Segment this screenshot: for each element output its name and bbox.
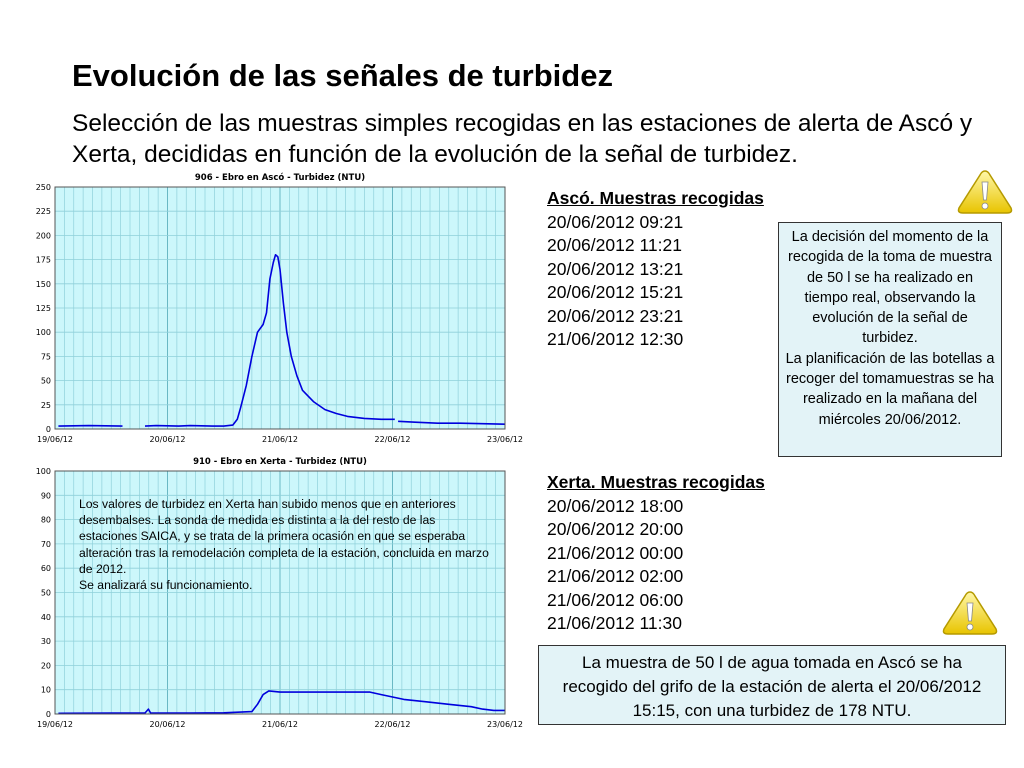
y-tick-label: 150 [35, 279, 51, 289]
y-tick-label: 225 [35, 207, 51, 217]
y-tick-label: 25 [40, 400, 51, 410]
y-tick-label: 20 [40, 661, 51, 671]
y-tick-label: 10 [40, 685, 51, 695]
y-tick-label: 175 [35, 255, 51, 265]
asco-samples-list [547, 187, 764, 352]
xerta-sample-item: 21/06/2012 00:00 [547, 542, 684, 563]
y-tick-label: 80 [40, 515, 51, 525]
x-tick-label: 19/06/12 [37, 435, 73, 444]
x-tick-label: 22/06/12 [374, 435, 411, 444]
x-tick-label: 22/06/12 [374, 720, 411, 729]
xerta-overlay-text: Los valores de turbidez en Xerta han subido menos que en anteriores desembalses. La sonda de medida es distinta a la del resto de las estaciones SAICA, y se trata de la primera ocasión en que se esperaba alteración tras la remodelación completa de la estación, concluida en marzo de 2012. [79, 497, 489, 576]
y-tick-label: 30 [40, 637, 51, 647]
asco-turbidity-chart [33, 168, 538, 446]
asco-sample-item: 20/06/2012 23:21 [547, 305, 684, 326]
xerta-overlay-followup: Se analizará su funcionamiento. [79, 578, 253, 593]
y-tick-label: 70 [40, 539, 51, 549]
x-tick-label: 21/06/12 [262, 720, 298, 729]
decision-note-text: La decisión del momento de la recogida de la toma de muestra de 50 l se ha realizado en tiempo real, observando la evolución de la señal de turbidez. [788, 229, 992, 347]
warning-icon [940, 589, 1000, 637]
y-tick-label: 250 [35, 183, 51, 192]
slide-subtitle: Selección de las muestras simples recogidas en las estaciones de alerta de Ascó y Xerta, decididas en función de la evolución de la señal de turbidez. [72, 110, 973, 168]
x-tick-label: 23/06/12 [487, 720, 523, 729]
y-tick-label: 125 [35, 304, 51, 313]
xerta-samples-heading: Xerta. Muestras recogidas [547, 472, 765, 492]
asco-sample-item: 20/06/2012 09:21 [547, 211, 684, 232]
xerta-sample-item: 21/06/2012 06:00 [547, 589, 684, 610]
x-tick-label: 21/06/12 [262, 435, 298, 444]
asco-sample-item: 20/06/2012 11:21 [547, 235, 682, 255]
x-tick-label: 20/06/12 [149, 435, 186, 444]
asco-sample-note-text: La muestra de 50 l de agua tomada en Ascó se ha recogido del grifo de la estación de alerta el 20/06/2012 15:15, con una turbidez de 178 NTU. [562, 653, 982, 720]
y-tick-label: 75 [40, 352, 51, 362]
y-tick-label: 50 [40, 376, 51, 386]
y-tick-label: 60 [40, 564, 51, 574]
series-line [58, 426, 122, 427]
y-tick-label: 50 [40, 588, 51, 598]
asco-sample-note [538, 645, 1006, 725]
y-tick-label: 90 [40, 491, 51, 501]
x-tick-label: 20/06/12 [149, 720, 186, 729]
xerta-samples-list [547, 471, 765, 636]
asco-samples-heading: Ascó. Muestras recogidas [547, 188, 764, 208]
y-tick-label: 0 [45, 710, 51, 719]
xerta-sample-item: 21/06/2012 11:30 [547, 613, 682, 633]
y-tick-label: 200 [35, 231, 51, 241]
asco-sample-item: 20/06/2012 15:21 [547, 282, 684, 302]
warning-icon [955, 168, 1015, 216]
xerta-sample-item: 21/06/2012 02:00 [547, 566, 684, 586]
x-tick-label: 23/06/12 [487, 435, 523, 444]
decision-note [778, 222, 1002, 457]
y-tick-label: 100 [35, 328, 51, 338]
asco-sample-item: 21/06/2012 12:30 [547, 329, 684, 349]
chart-title: 910 - Ebro en Xerta - Turbidez (NTU) [193, 457, 367, 467]
xerta-sample-item: 20/06/2012 20:00 [547, 519, 684, 539]
y-tick-label: 40 [40, 612, 51, 622]
y-tick-label: 100 [35, 467, 51, 476]
x-tick-label: 19/06/12 [37, 720, 73, 729]
planning-note-text: La planificación de las botellas a recoger del tomamuestras se ha realizado en la mañana del miércoles 20/06/2012. [785, 350, 995, 428]
asco-chart-svg [33, 168, 538, 446]
xerta-sample-item: 20/06/2012 18:00 [547, 495, 684, 516]
chart-title: 906 - Ebro en Ascó - Turbidez (NTU) [194, 173, 366, 183]
y-tick-label: 0 [45, 425, 51, 434]
slide-title: Evolución de las señales de turbidez [72, 58, 613, 93]
xerta-overlay-note [79, 496, 491, 593]
asco-sample-item: 20/06/2012 13:21 [547, 258, 684, 279]
